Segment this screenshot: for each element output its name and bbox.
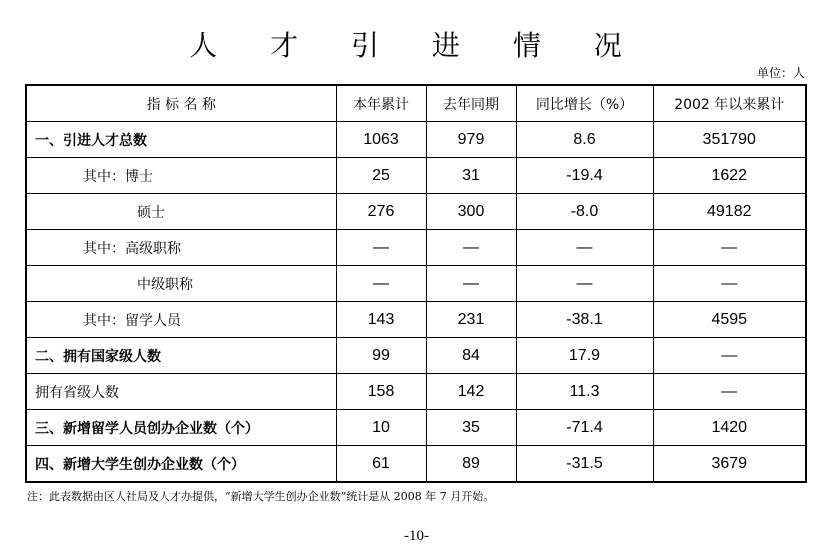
row-label: 其中：留学人员 (26, 302, 336, 338)
cell-value: 979 (426, 122, 516, 158)
header-indicator: 指 标 名 称 (26, 85, 336, 122)
unit-label: 单位：人 (756, 66, 805, 80)
cell-value: — (653, 266, 806, 302)
row-label: 二、拥有国家级人数 (26, 338, 336, 374)
header-row (26, 85, 806, 122)
cell-value: 11.3 (516, 374, 653, 410)
cell-value: 84 (426, 338, 516, 374)
cell-value: 10 (336, 410, 426, 446)
row-label: 硕士 (26, 194, 336, 230)
header-last-year: 去年同期 (426, 85, 516, 122)
cell-value: 231 (426, 302, 516, 338)
header-this-year: 本年累计 (336, 85, 426, 122)
footnote: 注：此表数据由区人社局及人才办提供，“新增大学生创办企业数”统计是从 2008 年 7 月开始。 (27, 490, 495, 503)
row-label: 中级职称 (26, 266, 336, 302)
table-row (26, 374, 806, 410)
cell-value: -19.4 (516, 158, 653, 194)
cell-value: -31.5 (516, 446, 653, 483)
cell-value: 17.9 (516, 338, 653, 374)
header-yoy-growth: 同比增长（%） (516, 85, 653, 122)
row-label: 一、引进人才总数 (26, 122, 336, 158)
cell-value: 143 (336, 302, 426, 338)
table-row (26, 302, 806, 338)
cell-value: 142 (426, 374, 516, 410)
cell-value: 1420 (653, 410, 806, 446)
table-row (26, 122, 806, 158)
table-row (26, 446, 806, 483)
cell-value: 61 (336, 446, 426, 483)
cell-value: — (426, 266, 516, 302)
cell-value: 1622 (653, 158, 806, 194)
cell-value: 99 (336, 338, 426, 374)
cell-value: 1063 (336, 122, 426, 158)
cell-value: 89 (426, 446, 516, 483)
cell-value: 35 (426, 410, 516, 446)
cell-value: 4595 (653, 302, 806, 338)
page-number: -10- (404, 528, 429, 544)
cell-value: 25 (336, 158, 426, 194)
cell-value: -8.0 (516, 194, 653, 230)
cell-value: — (336, 230, 426, 266)
cell-value: 300 (426, 194, 516, 230)
table-row (26, 338, 806, 374)
cell-value: — (516, 230, 653, 266)
page-title: 人 才 引 进 情 况 (189, 29, 644, 62)
row-label: 三、新增留学人员创办企业数（个） (26, 410, 336, 446)
cell-value: — (653, 374, 806, 410)
row-label: 其中：高级职称 (26, 230, 336, 266)
table-row (26, 158, 806, 194)
row-label: 四、新增大学生创办企业数（个） (26, 446, 336, 483)
header-since-2002: 2002 年以来累计 (653, 85, 806, 122)
table-row (26, 266, 806, 302)
cell-value: — (516, 266, 653, 302)
cell-value: — (426, 230, 516, 266)
cell-value: 158 (336, 374, 426, 410)
cell-value: 276 (336, 194, 426, 230)
talent-table (25, 84, 807, 483)
cell-value: -71.4 (516, 410, 653, 446)
table-row (26, 230, 806, 266)
cell-value: 351790 (653, 122, 806, 158)
cell-value: 49182 (653, 194, 806, 230)
cell-value: 3679 (653, 446, 806, 483)
cell-value: 31 (426, 158, 516, 194)
cell-value: -38.1 (516, 302, 653, 338)
table-row (26, 410, 806, 446)
cell-value: — (653, 230, 806, 266)
cell-value: — (653, 338, 806, 374)
cell-value: — (336, 266, 426, 302)
cell-value: 8.6 (516, 122, 653, 158)
row-label: 其中：博士 (26, 158, 336, 194)
table-row (26, 194, 806, 230)
row-label: 拥有省级人数 (26, 374, 336, 410)
